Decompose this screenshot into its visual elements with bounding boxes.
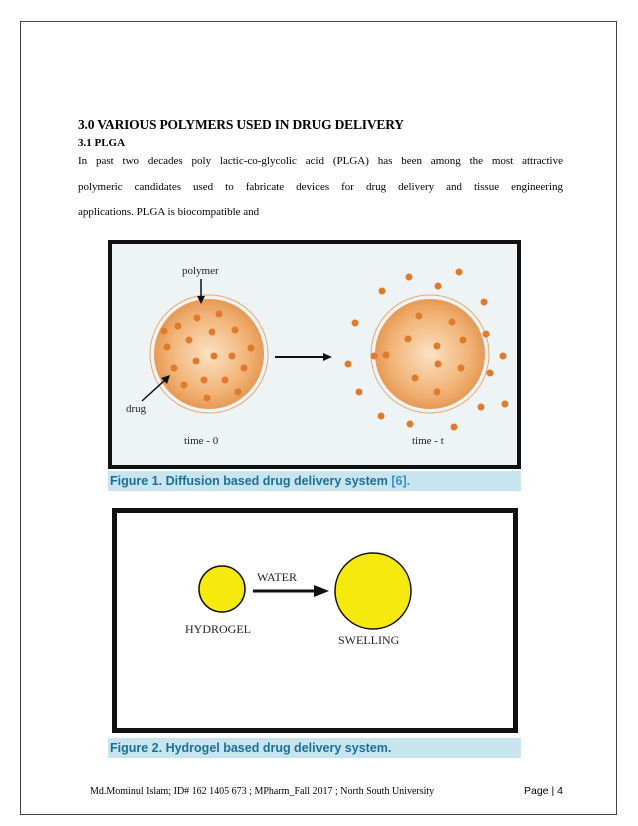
page-number: Page | 4 <box>524 785 563 797</box>
subsection-heading: 3.1 PLGA <box>78 137 126 149</box>
section-heading: 3.0 VARIOUS POLYMERS USED IN DRUG DELIVERY <box>78 117 404 132</box>
figure-2-caption-text: Hydrogel based drug delivery system. <box>162 741 392 755</box>
swollen-gel-circle <box>335 553 411 629</box>
polymer-label: polymer <box>182 265 219 277</box>
drug-label: drug <box>126 403 147 415</box>
hydrogel-label: HYDROGEL <box>185 622 251 636</box>
figure-1-caption-prefix: Figure 1. <box>110 474 163 488</box>
figure-2-caption <box>108 738 521 758</box>
figure-2-hydrogel-diagram <box>112 508 518 733</box>
water-label: WATER <box>257 570 297 584</box>
hydrogel-circle <box>199 566 245 612</box>
figure-1-caption-text: Diffusion based drug delivery system <box>162 474 392 488</box>
paragraph-line-2: polymeric candidates used to fabricate devices for drug delivery and tissue engineering <box>78 181 563 193</box>
polymer-sphere-left <box>154 299 264 409</box>
time-t-label: time - t <box>412 435 444 447</box>
time-0-label: time - 0 <box>184 435 219 447</box>
swelling-label: SWELLING <box>338 633 400 647</box>
paragraph-line-3: applications. PLGA is biocompatible and <box>78 206 260 218</box>
figure-2-caption-prefix: Figure 2. <box>110 741 163 755</box>
figure-1-caption <box>108 471 521 491</box>
polymer-sphere-right <box>375 299 485 409</box>
figure-1-diffusion-diagram <box>108 240 521 469</box>
paragraph-line-1: In past two decades poly lactic-co-glycolic acid (PLGA) has been among the most attractive <box>78 155 563 167</box>
footer-text: Md.Mominul Islam; ID# 162 1405 673 ; MPharm_Fall 2017 ; North South University <box>90 786 435 797</box>
figure-1-caption-ref: [6]. <box>391 474 411 488</box>
